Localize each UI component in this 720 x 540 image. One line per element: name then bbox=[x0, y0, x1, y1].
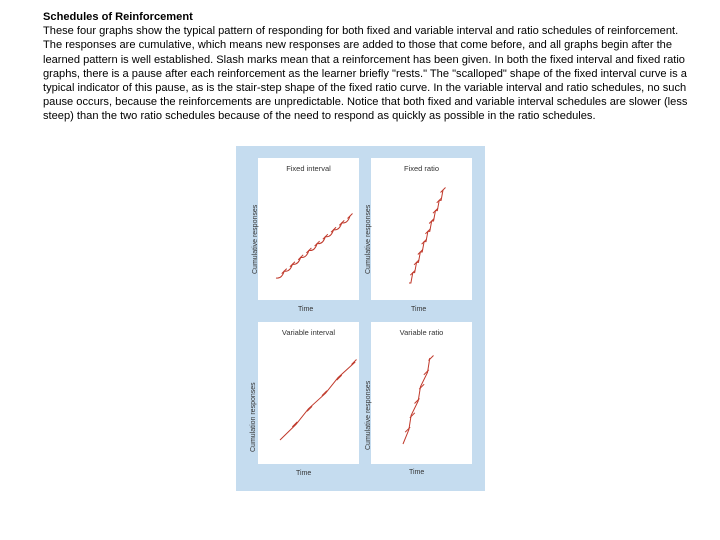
variable-interval-curve bbox=[280, 362, 355, 440]
document-heading: Schedules of Reinforcement bbox=[43, 11, 193, 23]
fixed-ratio-curve bbox=[409, 190, 443, 283]
panel-title: Variable ratio bbox=[399, 328, 444, 337]
panel-variable-ratio bbox=[365, 322, 472, 464]
fixed-ratio-plot bbox=[371, 158, 472, 300]
reinforcement-mark bbox=[429, 356, 434, 361]
panel-title: Fixed ratio bbox=[403, 164, 439, 173]
x-axis-label: Time bbox=[296, 470, 312, 477]
variable-interval-plot bbox=[258, 322, 359, 464]
reinforcement-marks bbox=[282, 214, 353, 274]
panel-fixed-ratio bbox=[365, 158, 472, 300]
fixed-interval-curve bbox=[276, 216, 350, 278]
reinforcement-mark bbox=[348, 214, 353, 219]
reinforcement-figure bbox=[236, 146, 485, 491]
document-paragraph: These four graphs show the typical pattern of responding for both fixed and variable interval and ratio schedules of reinforcement. The responses are cumulative, which means new responses are added to those that come before, and all graphs begin after the learned pattern is well established. Slash marks mean that a reinforcement has been given. In both the fixed interval and fixed ratio graphs, there is a pause after each reinforcement as the learner briefly "rests." The "scalloped" shape of the fixed interval curve is a typical indicator of this pause, as is the stair-step shape of the fixed ratio curve. In the variable interval and ratio schedules, no such pause occurs, because the reinforcements are unpredictable. Notice that both fixed and variable interval schedules are slower (less steep) than the two ratio schedules because of the need to respond as quickly as possible in the ratio schedules. bbox=[43, 25, 688, 123]
variable-ratio-plot bbox=[371, 322, 472, 464]
y-axis-label: Cumulative responses bbox=[365, 204, 372, 274]
y-axis-label: Cumulative responses bbox=[252, 204, 259, 274]
x-axis-label: Time bbox=[298, 306, 314, 313]
panel-fixed-interval bbox=[252, 158, 359, 300]
fixed-interval-plot bbox=[258, 158, 359, 300]
panel-title: Fixed interval bbox=[286, 164, 331, 173]
panel-variable-interval bbox=[250, 322, 359, 464]
y-axis-label: Cumulation responses bbox=[250, 382, 257, 452]
x-axis-label: Time bbox=[409, 469, 425, 476]
x-axis-label: Time bbox=[411, 306, 427, 313]
y-axis-label: Cumulative responses bbox=[365, 380, 372, 450]
panel-title: Variable interval bbox=[281, 328, 336, 337]
text-block bbox=[43, 10, 693, 124]
